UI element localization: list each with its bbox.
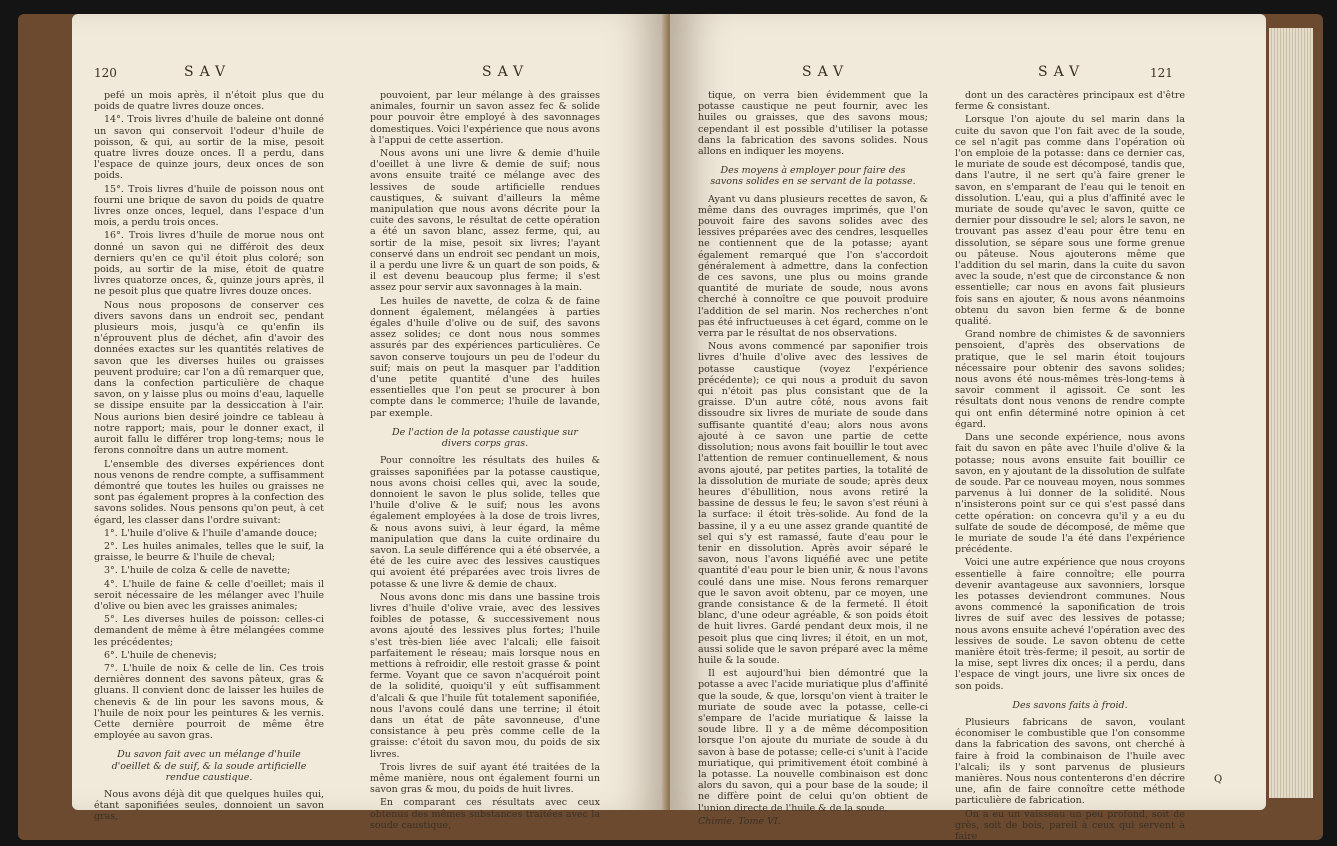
- section-heading: Des savons faits à froid.: [1012, 699, 1128, 711]
- list-item: 5°. Les diverses huiles de poisson: celles-ci demandent de même à être mélangées comme les précédentes;: [94, 614, 324, 648]
- paragraph: pefé un mois après, il n'étoit plus que du poids de quatre livres douze onces.: [94, 90, 324, 113]
- section-heading: Des moyens à employer pour faire des savons solides en se servant de la potasse.: [710, 165, 916, 188]
- left-column-1: [94, 90, 324, 825]
- list-item: 4°. L'huile de faine & celle d'oeillet; mais il seroit nécessaire de les mélanger avec l'huile d'olive ou bien avec les graisses animales;: [94, 578, 324, 612]
- right-header-left: SAV: [802, 64, 850, 80]
- right-page-number: 121: [1150, 66, 1173, 80]
- section-heading: De l'action de la potasse caustique sur divers corps gras.: [392, 426, 578, 450]
- paragraph: Dans une seconde expérience, nous avons fait du savon en pâte avec l'huile d'olive & la potasse; nous avons ensuite fait bouillir ce savon, en y ajoutant de la dissolution de sulfate de soude. Par ce nouveau moyen, nous sommes parvenus à lui donner de la solidité. Nous n'insisterons point sur ce qui s'est passé dans cette opération: on concevra qu'il y a eu du sulfate de soude de décomposé, de même que le muriate de soude l'a été dans l'expérience précédente.: [955, 432, 1185, 556]
- paragraph: 14°. Trois livres d'huile de baleine ont donné un savon qui conservoit l'odeur d'huile de poisson, & qui, au sortir de la mise, pesoit quatre livres douze onces. Il a perdu, dans l'espace de quinze jours, deux onces de son poids.: [94, 114, 324, 182]
- left-column-2: [370, 90, 600, 833]
- section-heading: Du savon fait avec un mélange d'huile d'oeillet & de suif, & la soude artificielle rendue caustique.: [111, 749, 307, 783]
- paragraph: 16°. Trois livres d'huile de morue nous ont donné un savon qui ne différoit des deux derniers qu'en ce qu'il étoit plus coloré; son poids, au sortir de la mise, étoit de quatre livres quatorze onces, &, quinze jours après, il ne pesoit plus que quatre livres douze onces.: [94, 230, 324, 298]
- paragraph: Nous avons uni une livre & demie d'huile d'oeillet à une livre & demie de suif; nous avons ensuite traité ce mélange avec des lessives de soude artificielle rendues caustiques, & suivant d'ailleurs la même manipulation que nous avons décrite pour la cuite des savons, le résultat de cette opération a été un savon blanc, assez ferme, qui, au sortir de la mise, pesoit six livres; l'ayant conservé dans un endroit sec pendant un mois, il a perdu une livre & un quart de son poids, & il est devenu beaucoup plus ferme; il s'est assez pour servir aux savonnages à la main.: [370, 148, 600, 294]
- right-header-right: SAV: [1038, 64, 1086, 80]
- paragraph: Nous nous proposons de conserver ces divers savons dans un endroit sec, pendant plusieurs mois, jusqu'à ce qu'enfin ils n'éprouvent plus de déchet, afin d'avoir des données exactes sur les quantités relatives de savon que les diverses huiles ou graisses peuvent produire; car l'on a dû remarquer que, dans la confection particulière de chaque savon, on y laisse plus ou moins d'eau, laquelle se dissipe ensuite par la dessiccation à l'air. Nous aurions bien desiré joindre ce tableau à notre rapport; mais, pour le donner exact, il auroit fallu le différer trop long-tems; nous le ferons connoître dans un autre moment.: [94, 299, 324, 457]
- list-item: 3°. L'huile de colza & celle de navette;: [104, 565, 291, 577]
- paragraph: 15°. Trois livres d'huile de poisson nous ont fourni une brique de savon du poids de quatre livres onze onces, lequel, dans l'espace d'un mois, a perdu trois onces.: [94, 183, 324, 229]
- list-item: 6°. L'huile de chenevis;: [104, 649, 217, 661]
- paragraph: Nous avons déjà dit que quelques huiles qui, étant saponifiées seules, donnoient un savon gras,: [94, 788, 324, 823]
- paragraph: Pour connoître les résultats des huiles & graisses saponifiées par la potasse caustique, nous avons choisi celles qui, avec la soude, donnoient le savon le plus solide, telles que l'huile d'olive & le suif; nous les avons également employées à la dose de trois livres, & nous avons suivi, à leur égard, la même manipulation que dans la cuite ordinaire du savon. La seule différence qui a été observée, a été de les cuire avec des lessives caustiques qui avoient été préparées avec trois livres de potasse & une livre & demie de chaux.: [370, 455, 600, 590]
- list-item: 1°. L'huile d'olive & l'huile d'amande douce;: [104, 527, 318, 539]
- left-page: [72, 14, 668, 831]
- paragraph: Trois livres de suif ayant été traitées de la même manière, nous ont également fourni un savon gras & mou, du poids de huit livres.: [370, 761, 600, 796]
- right-column-1: [698, 90, 928, 829]
- signature-mark: Q: [1214, 774, 1223, 785]
- running-footer: Chimie. Tome VI.: [698, 815, 781, 827]
- list-item: 2°. Les huiles animales, telles que le suif, la graisse, le beurre & l'huile de cheval;: [94, 540, 324, 564]
- list-item: 7°. L'huile de noix & celle de lin. Ces trois dernières donnent des savons pâteux, gras & gluans. Il convient donc de laisser les huiles de chenevis & de lin pour les savons mous, & l'huile de noix pour les peintures & les vernis. Cette dernière pourroit de même être employée au savon gras.: [94, 662, 324, 742]
- left-header-right: SAV: [482, 64, 530, 80]
- paragraph: On a eu un vaisseau un peu profond, soit de grès, soit de bois, pareil à ceux qui servent à faire: [955, 808, 1185, 842]
- left-page-number: 120: [94, 66, 117, 80]
- paragraph: Nous avons donc mis dans une bassine trois livres d'huile d'olive vraie, avec des lessives foibles de potasse, & successivement nous avons ajouté des lessives plus fortes; l'huile s'est très-bien liée avec l'alcali; elle faisoit parfaitement le réseau; mais lorsque nous en mettions à refroidir, elle restoit grasse & point ferme. Voyant que ce savon n'acquéroit point de la solidité, quoiqu'il y eût suffisamment d'alcali & que l'huile fût totalement saponifiée, nous l'avons coulé dans une terrine; il étoit dans un état de pâte savonneuse, d'une consistance à peu près comme celle de la graisse: c'étoit du savon mou, du poids de six livres.: [370, 591, 600, 760]
- paragraph: Voici une autre expérience que nous croyons essentielle à faire connoître; elle pourra devenir avantageuse aux savonniers, lorsque les potasses deviendront communes. Nous avons commencé la saponification de trois livres de suif avec des lessives de potasse; nous avons ensuite achevé l'opération avec des lessives de soude. Le savon obtenu de cette manière étoit très-ferme; il pesoit, au sortir de la mise, sept livres dix onces; il a perdu, dans l'espace de vingt jours, une livre six onces de son poids.: [955, 557, 1185, 692]
- left-header-left: SAV: [184, 64, 232, 80]
- paragraph: Grand nombre de chimistes & de savonniers pensoient, d'après des observations de pratique, que le sel marin étoit toujours nécessaire pour obtenir des savons solides; nous avons été nous-mêmes très-long-tems à savoir comment il agissoit. Ce sont les résultats dont nous venons de rendre compte qui ont enfin déterminé notre opinion à cet égard.: [955, 329, 1185, 430]
- paragraph: tique, on verra bien évidemment que la potasse caustique ne peut fournir, avec les huiles ou graisses, que des savons mous; cependant il est possible d'utiliser la potasse dans la fabrication des savons solides. Nous allons en indiquer les moyens.: [698, 90, 928, 158]
- paragraph: Ayant vu dans plusieurs recettes de savon, & même dans des ouvrages imprimés, que l'on pouvoit faire des savons solides avec des lessives préparées avec des cendres, lesquelles ne contiennent que de la potasse; ayant également remarqué que l'on s'accordoit généralement à admettre, dans la confection de ces savons, une plus ou moins grande quantité de muriate de soude, nous avons cherché à connoître ce que pouvoit produire l'addition de sel marin. Nos recherches n'ont pas été infructueuses à cet égard, comme on le verra par le résultat de nos observations.: [698, 193, 928, 340]
- paragraph: Plusieurs fabricans de savon, voulant économiser le combustible que l'on consomme dans la fabrication des savons, ont cherché à faire à froid la combinaison de l'huile avec l'alcali; ils y sont parvenus de plusieurs manières. Nous nous contenterons d'en décrire une, afin de faire connoître cette méthode particulière de fabrication.: [955, 716, 1185, 807]
- right-column-2: [955, 90, 1185, 844]
- page-edges: [1269, 28, 1313, 798]
- paragraph: pouvoient, par leur mélange à des graisses animales, fournir un savon assez fec & solide pour pouvoir être employé à des savonnages domestiques. Voici l'expérience que nous avons à l'appui de cette assertion.: [370, 90, 600, 146]
- right-page: [670, 14, 1266, 842]
- paragraph: dont un des caractères principaux est d'être ferme & consistant.: [955, 90, 1185, 113]
- paragraph: Les huiles de navette, de colza & de faine donnent également, mélangées à parties égales d'huile d'olive ou de suif, des savons assez solides; ce dont nous nous sommes assurés par des expériences particulières. Ce savon conserve toujours un peu de l'odeur du suif; mais on peut la masquer par l'addition d'une petite quantité d'une des huiles essentielles que l'on peut se procurer à bon compte dans le commerce; l'huile de lavande, par exemple.: [370, 295, 600, 419]
- paragraph: En comparant ces résultats avec ceux obtenus des mêmes substances traitées avec la soude caustique,: [370, 797, 600, 831]
- paragraph: Nous avons commencé par saponifier trois livres d'huile d'olive avec des lessives de potasse caustique (voyez l'expérience précédente); ce qui nous a produit du savon qui n'étoit pas plus consistant que de la graisse. D'un autre côté, nous avons fait dissoudre six livres de muriate de soude dans suffisante quantité d'eau; alors nous avons ajouté à ce savon une partie de cette dissolution; nous avons fait bouillir le tout avec l'attention de remuer continuellement, & nous avons ajouté, par petites parties, la totalité de la dissolution de muriate de soude; après deux heures d'ébullition, nous avons retiré la bassine de dessus le feu; le savon s'est réuni à la surface: il étoit très-solide. Au fond de la bassine, il y a eu une assez grande quantité de sel qui s'y est ramassé, faute d'eau pour le tenir en dissolution. Après avoir séparé le savon, nous l'avons liquéfié avec une petite quantité d'eau pour le bien unir, & nous l'avons coulé dans une mise. Nous ferons remarquer que le savon avoit obtenu, par ce moyen, une grande consistance & de la fermeté. Il étoit blanc, d'une odeur agréable, & son poids étoit de huit livres. Gardé pendant deux mois, il ne pesoit plus que cinq livres; il étoit, en un mot, aussi solide que le savon préparé avec la même huile & la soude.: [698, 341, 928, 666]
- paragraph: Il est aujourd'hui bien démontré que la potasse a avec l'acide muriatique plus d'affinité que la soude, & que, lorsqu'on vient à traiter le muriate de soude avec la potasse, celle-ci s'empare de l'acide muriatique & laisse la soude libre. Il y a de même décomposition lorsque l'on ajoute du muriate de soude à du savon à base de potasse; celle-ci s'unit à l'acide muriatique, qui primitivement étoit combiné à la potasse. La nouvelle combinaison est donc alors du savon, qui a pour base de la soude; il ne diffère point de celui qu'on obtient de l'union directe de l'huile & de la soude,: [698, 668, 928, 814]
- paragraph: Lorsque l'on ajoute du sel marin dans la cuite du savon que l'on fait avec de la soude, ce sel n'agit pas comme dans l'opération où l'on emploie de la potasse: dans ce dernier cas, le muriate de soude est décomposé, tandis que, dans l'autre, il ne sert qu'à faire grener le savon, en s'emparant de l'eau qui le tenoit en dissolution. L'eau, qui a plus d'affinité avec le muriate de soude qu'avec le savon, quitte ce dernier pour dissoudre le sel; alors le savon, ne trouvant pas assez d'eau pour être tenu en dissolution, se sépare sous une forme grenue ou pâteuse. Nous ajouterons même que l'addition du sel marin, dans la cuite du savon avec la soude, n'est que de circonstance & non essentielle; car nous en avons fait plusieurs fois sans en ajouter, & nous avons néanmoins obtenu du savon bien ferme & de bonne qualité.: [955, 114, 1185, 328]
- paragraph: L'ensemble des diverses expériences dont nous venons de rendre compte, a suffisamment démontré que toutes les huiles ou graisses ne sont pas également propres à la confection des savons solides. Nous pensons qu'on peut, à cet égard, les classer dans l'ordre suivant:: [94, 458, 324, 526]
